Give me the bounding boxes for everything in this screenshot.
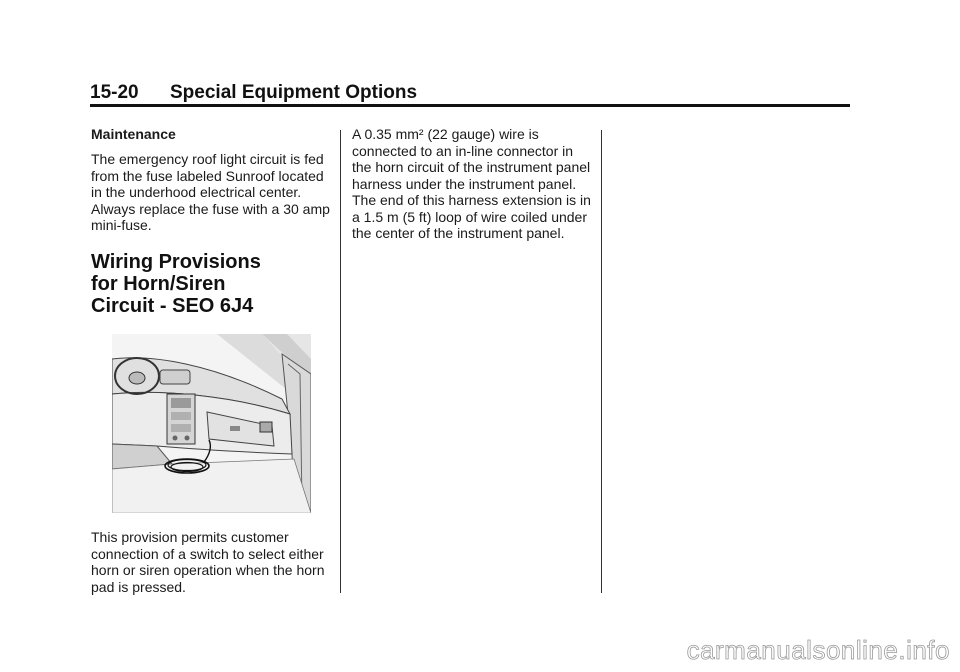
column-divider — [601, 130, 602, 593]
watermark-logo: carmanualsonline.info — [686, 635, 950, 665]
heading-line: Circuit - SEO 6J4 — [91, 294, 254, 317]
interior-illustration — [112, 334, 311, 513]
middle-column — [352, 126, 592, 242]
after-figure-paragraph: This provision permits customer connection of a switch to select either horn or siren operation when the horn pad is pressed. — [91, 529, 325, 595]
page-header — [90, 81, 850, 105]
heading-line: for Horn/Siren — [91, 272, 226, 295]
header-rule — [90, 104, 850, 107]
heading-line: Wiring Provisions — [91, 250, 261, 273]
section-title: Special Equipment Options — [170, 82, 418, 103]
left-column — [91, 126, 331, 317]
wire-description-paragraph: A 0.35 mm² (22 gauge) wire is connected to an in-line connector in the horn circuit of the instrument panel harness under the instrument panel. The end of this harness extension is in a 1.5 m (5 ft) loop of wire coiled under the center of the instrument panel. — [352, 126, 591, 241]
wiring-provisions-heading — [91, 251, 331, 317]
column-divider — [340, 130, 341, 593]
page-number: 15-20 — [90, 82, 139, 103]
maintenance-paragraph: The emergency roof light circuit is fed from the fuse labeled Sunroof located in the underhood electrical center. Always replace the fuse with a 30 amp mini-fuse. — [91, 151, 330, 233]
maintenance-subhead: Maintenance — [91, 126, 176, 142]
